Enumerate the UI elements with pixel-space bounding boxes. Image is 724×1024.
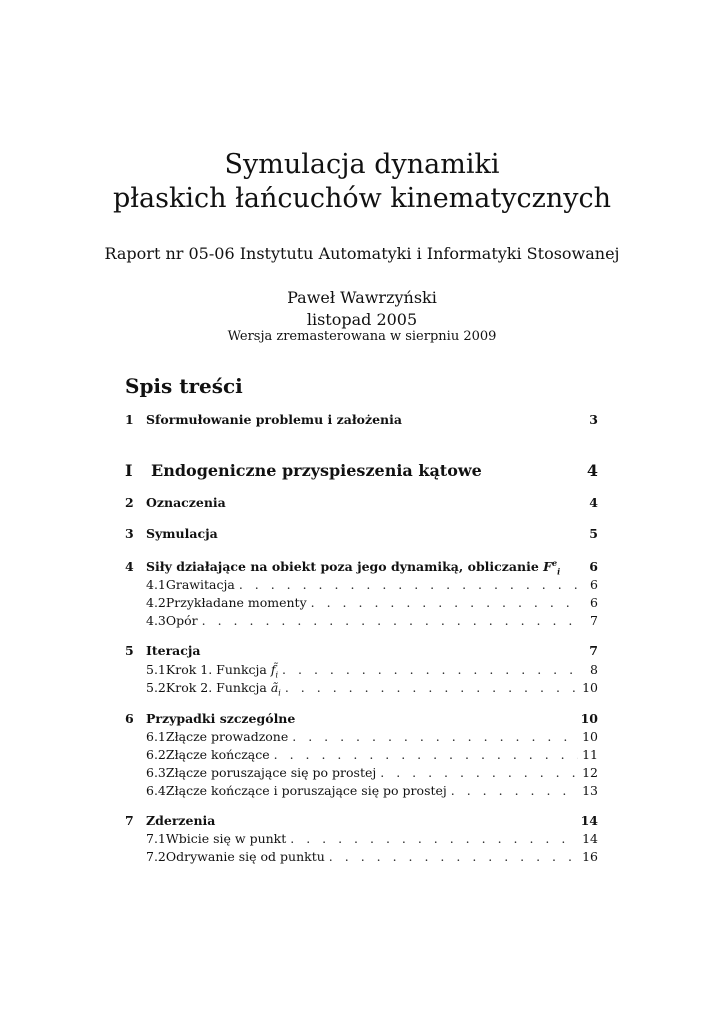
title-line-1: Symulacja dynamiki (224, 149, 500, 180)
toc-entry-number: 6.4 (146, 783, 166, 798)
dot-leader (311, 595, 580, 610)
toc-entry-section-1[interactable] (125, 412, 598, 432)
toc-entry-page: 13 (582, 783, 598, 798)
toc-entry-title: Złącze kończące (165, 747, 270, 762)
toc-entry-number: 4.2 (146, 595, 166, 610)
math-symbol: $ã_i$ (270, 680, 281, 698)
toc-entry-title: Zderzenia (146, 813, 216, 828)
toc-entry-section-3[interactable] (125, 526, 598, 546)
toc-entry-number: I (125, 461, 133, 480)
toc-entry-title: Złącze prowadzone (165, 729, 289, 744)
dot-leader (451, 783, 578, 798)
toc-entry-section-6[interactable] (125, 711, 598, 731)
toc-entry-title: Przypadki szczególne (146, 711, 296, 726)
math-symbol: $f̃_i$ (270, 662, 279, 680)
toc-entry-page: 14 (582, 831, 598, 846)
toc-entry-number: 2 (125, 495, 134, 510)
toc-entry-title: Sformułowanie problemu i założenia (146, 412, 402, 427)
dot-leader (285, 680, 578, 695)
toc-entry-title: Symulacja (146, 526, 218, 541)
toc-entry-subsection-7-2[interactable] (125, 849, 598, 869)
toc-entry-title: Opór (165, 613, 198, 628)
toc-entry-page: 14 (580, 813, 598, 828)
toc-entry-page: 5 (589, 526, 598, 541)
toc-entry-section-5[interactable] (125, 643, 598, 663)
toc-entry-subsection-6-2[interactable] (125, 747, 598, 767)
toc-entry-number: 7.1 (146, 831, 166, 846)
toc-entry-number: 4.1 (146, 577, 166, 592)
toc-entry-title: Wbicie się w punkt (165, 831, 287, 846)
toc-entry-number: 3 (125, 526, 134, 541)
toc-entry-section-4[interactable] (125, 558, 598, 578)
report-subtitle: Raport nr 05-06 Instytutu Automatyki i Informatyki Stosowanej (104, 244, 620, 263)
toc-entry-page: 12 (582, 765, 598, 780)
dot-leader (274, 747, 578, 762)
dot-leader (329, 849, 578, 864)
toc-entry-page: 10 (580, 711, 598, 726)
toc-entry-subsection-4-2[interactable] (125, 595, 598, 615)
toc-entry-number: 5 (125, 643, 134, 658)
toc-entry-page: 7 (590, 613, 598, 628)
toc-entry-title: Złącze kończące i poruszające się po prostej (165, 783, 447, 798)
toc-entry-subsection-6-3[interactable] (125, 765, 598, 785)
toc-entry-page: 4 (586, 461, 598, 480)
toc-entry-subsection-4-3[interactable] (125, 613, 598, 633)
toc-entry-title: Iteracja (146, 643, 201, 658)
toc-entry-section-2[interactable] (125, 495, 598, 515)
toc-entry-page: 4 (589, 495, 598, 510)
toc-entry-page: 6 (589, 559, 598, 575)
toc-entry-subsection-6-1[interactable] (125, 729, 598, 749)
toc-entry-page: 7 (589, 643, 598, 658)
toc-entry-page: 8 (590, 662, 598, 677)
toc-entry-subsection-4-1[interactable] (125, 577, 598, 597)
toc-entry-page: 3 (589, 412, 598, 427)
toc-entry-title: Grawitacja (165, 577, 235, 592)
toc-entry-number: 7.2 (146, 849, 166, 864)
toc-entry-number: 4 (125, 559, 134, 575)
math-symbol: $F^e_i$ (543, 558, 561, 577)
toc-entry-part-1[interactable] (125, 461, 598, 481)
toc-entry-number: 5.1 (146, 662, 166, 677)
toc-entry-title: Krok 2. Funkcja (165, 680, 267, 695)
toc-entry-page: 6 (590, 595, 598, 610)
toc-entry-number: 6.3 (146, 765, 166, 780)
title-line-2: płaskich łańcuchów kinematycznych (113, 183, 611, 214)
toc-entry-number: 4.3 (146, 613, 166, 628)
toc-entry-title: Oznaczenia (146, 495, 226, 510)
toc-entry-title: Odrywanie się od punktu (165, 849, 325, 864)
toc-entry-page: 6 (590, 577, 598, 592)
toc-entry-number: 5.2 (146, 680, 166, 695)
dot-leader (282, 662, 580, 677)
toc-entry-title: Siły działające na obiekt poza jego dynamiką, obliczanie (146, 559, 539, 575)
toc-entry-number: 7 (125, 813, 134, 828)
toc-entry-page: 10 (582, 729, 598, 744)
toc-entry-page: 16 (582, 849, 598, 864)
toc-entry-number: 1 (125, 412, 134, 427)
author-name: Paweł Wawrzyński (287, 288, 437, 307)
toc-entry-section-7[interactable] (125, 813, 598, 833)
dot-leader (292, 729, 578, 744)
toc-entry-number: 6.1 (146, 729, 166, 744)
toc-entry-subsection-7-1[interactable] (125, 831, 598, 851)
dot-leader (202, 613, 580, 628)
toc-entry-page: 11 (582, 747, 598, 762)
version-note: Wersja zremasterowana w sierpniu 2009 (227, 329, 497, 344)
dot-leader (239, 577, 580, 592)
dot-leader (290, 831, 578, 846)
toc-entry-number: 6.2 (146, 747, 166, 762)
toc-entry-title: Endogeniczne przyspieszenia kątowe (151, 461, 482, 480)
dot-leader (380, 765, 578, 780)
toc-entry-title: Przykładane momenty (165, 595, 307, 610)
toc-entry-subsection-5-2[interactable] (125, 680, 598, 700)
document-title (0, 148, 724, 216)
toc-heading: Spis treści (125, 374, 243, 398)
toc-entry-number: 6 (125, 711, 134, 726)
toc-entry-subsection-6-4[interactable] (125, 783, 598, 803)
toc-entry-subsection-5-1[interactable] (125, 662, 598, 682)
toc-entry-title: Złącze poruszające się po prostej (165, 765, 377, 780)
toc-entry-title: Krok 1. Funkcja (165, 662, 267, 677)
publication-date: listopad 2005 (306, 310, 418, 329)
toc-entry-page: 10 (582, 680, 598, 695)
